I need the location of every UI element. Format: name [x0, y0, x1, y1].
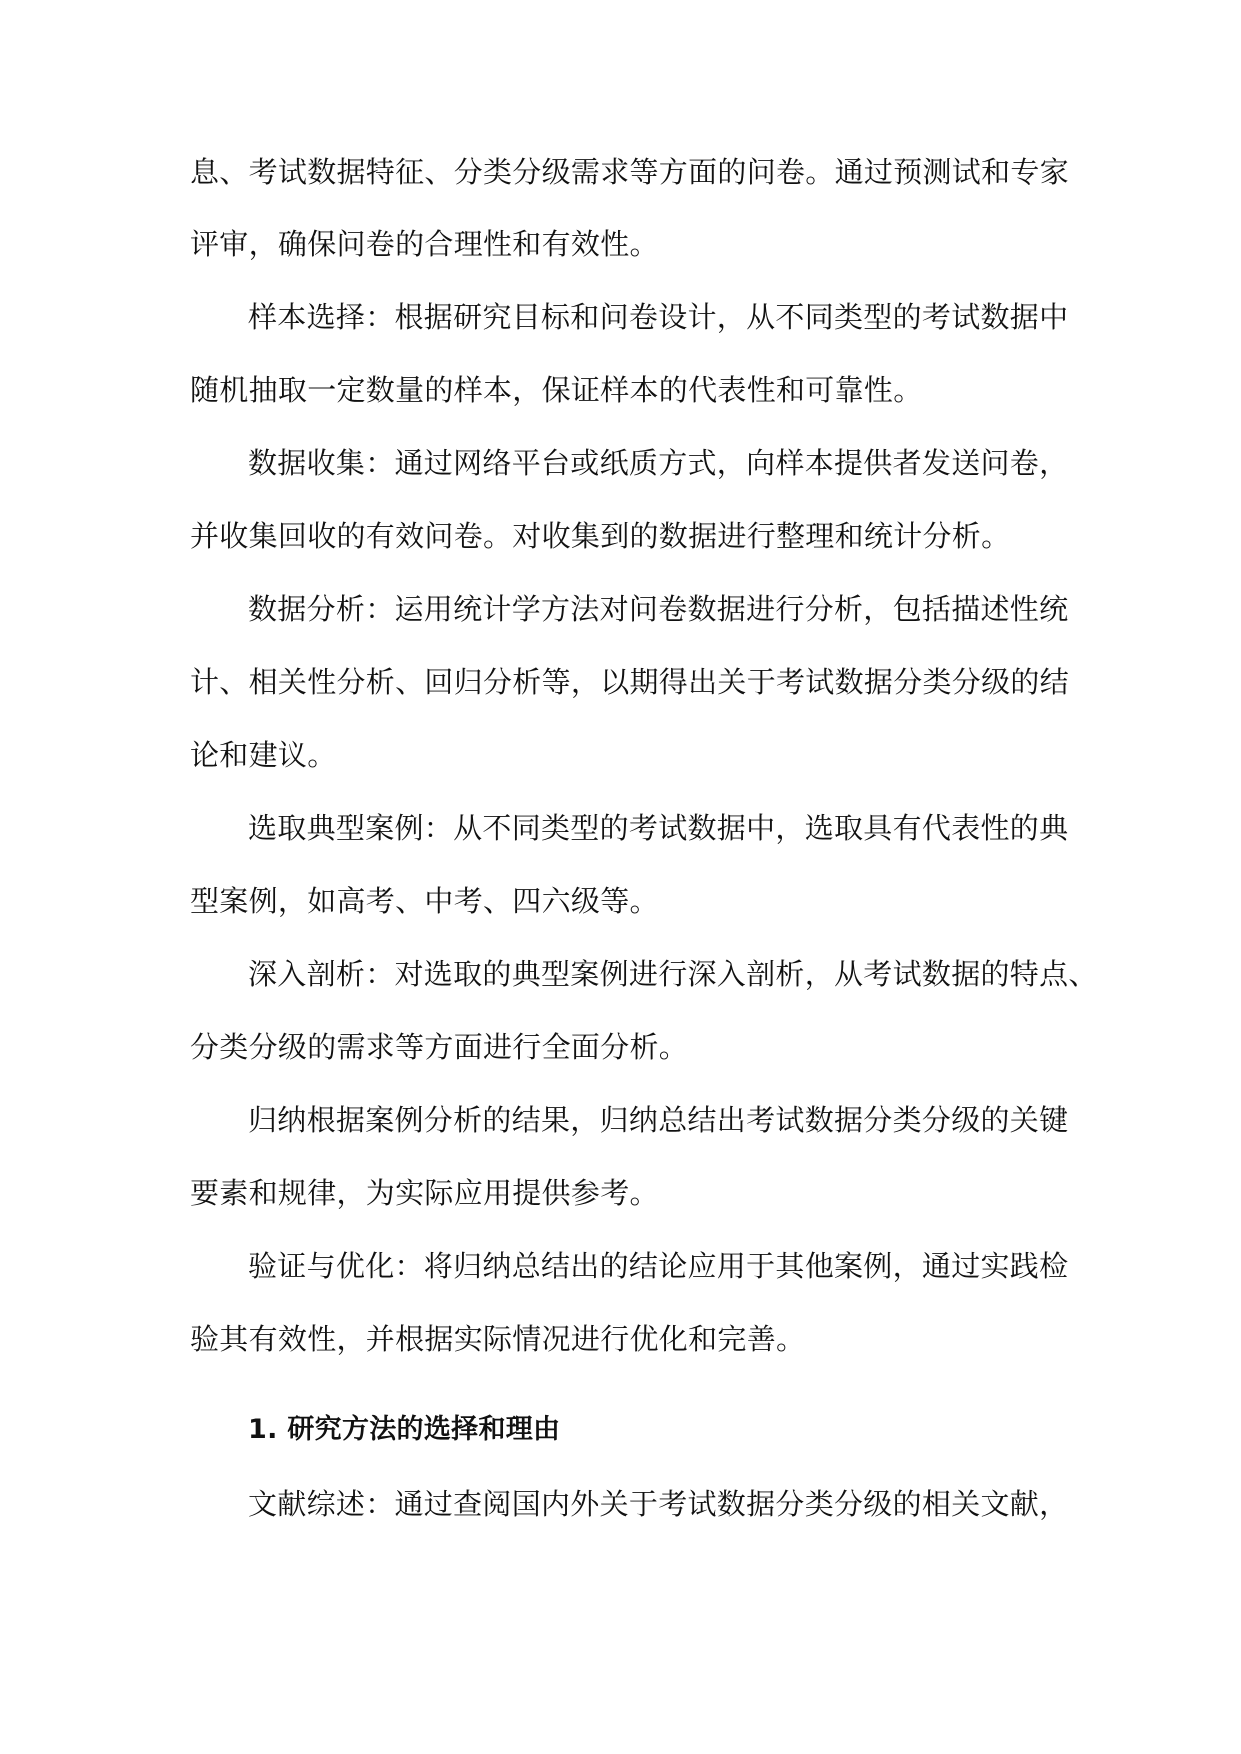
text-line: 要素和规律，为实际应用提供参考。	[190, 1176, 659, 1210]
text-line: 息、考试数据特征、分类分级需求等方面的问卷。通过预测试和专家	[190, 155, 1070, 189]
text-line: 评审，确保问卷的合理性和有效性。	[190, 227, 659, 261]
section-heading: 1. 研究方法的选择和理由	[248, 1414, 561, 1445]
text-line: 分类分级的需求等方面进行全面分析。	[190, 1030, 689, 1064]
text-line: 样本选择：根据研究目标和问卷设计，从不同类型的考试数据中	[248, 300, 1069, 334]
text-line: 数据分析：运用统计学方法对问卷数据进行分析，包括描述性统	[248, 592, 1069, 626]
text-line: 随机抽取一定数量的样本，保证样本的代表性和可靠性。	[190, 373, 923, 407]
text-line: 并收集回收的有效问卷。对收集到的数据进行整理和统计分析。	[190, 519, 1011, 553]
text-line: 数据收集：通过网络平台或纸质方式，向样本提供者发送问卷，	[248, 446, 1069, 480]
text-line: 型案例，如高考、中考、四六级等。	[190, 884, 659, 918]
text-line: 深入剖析：对选取的典型案例进行深入剖析，从考试数据的特点、	[248, 957, 1098, 991]
text-line: 选取典型案例：从不同类型的考试数据中，选取具有代表性的典	[248, 811, 1069, 845]
text-line: 归纳根据案例分析的结果，归纳总结出考试数据分类分级的关键	[248, 1103, 1069, 1137]
text-line: 计、相关性分析、回归分析等，以期得出关于考试数据分类分级的结	[190, 665, 1070, 699]
text-line: 论和建议。	[190, 738, 337, 772]
text-line: 验其有效性，并根据实际情况进行优化和完善。	[190, 1322, 806, 1356]
text-line: 验证与优化：将归纳总结出的结论应用于其他案例，通过实践检	[248, 1249, 1069, 1283]
text-line: 文献综述：通过查阅国内外关于考试数据分类分级的相关文献，	[248, 1487, 1069, 1521]
